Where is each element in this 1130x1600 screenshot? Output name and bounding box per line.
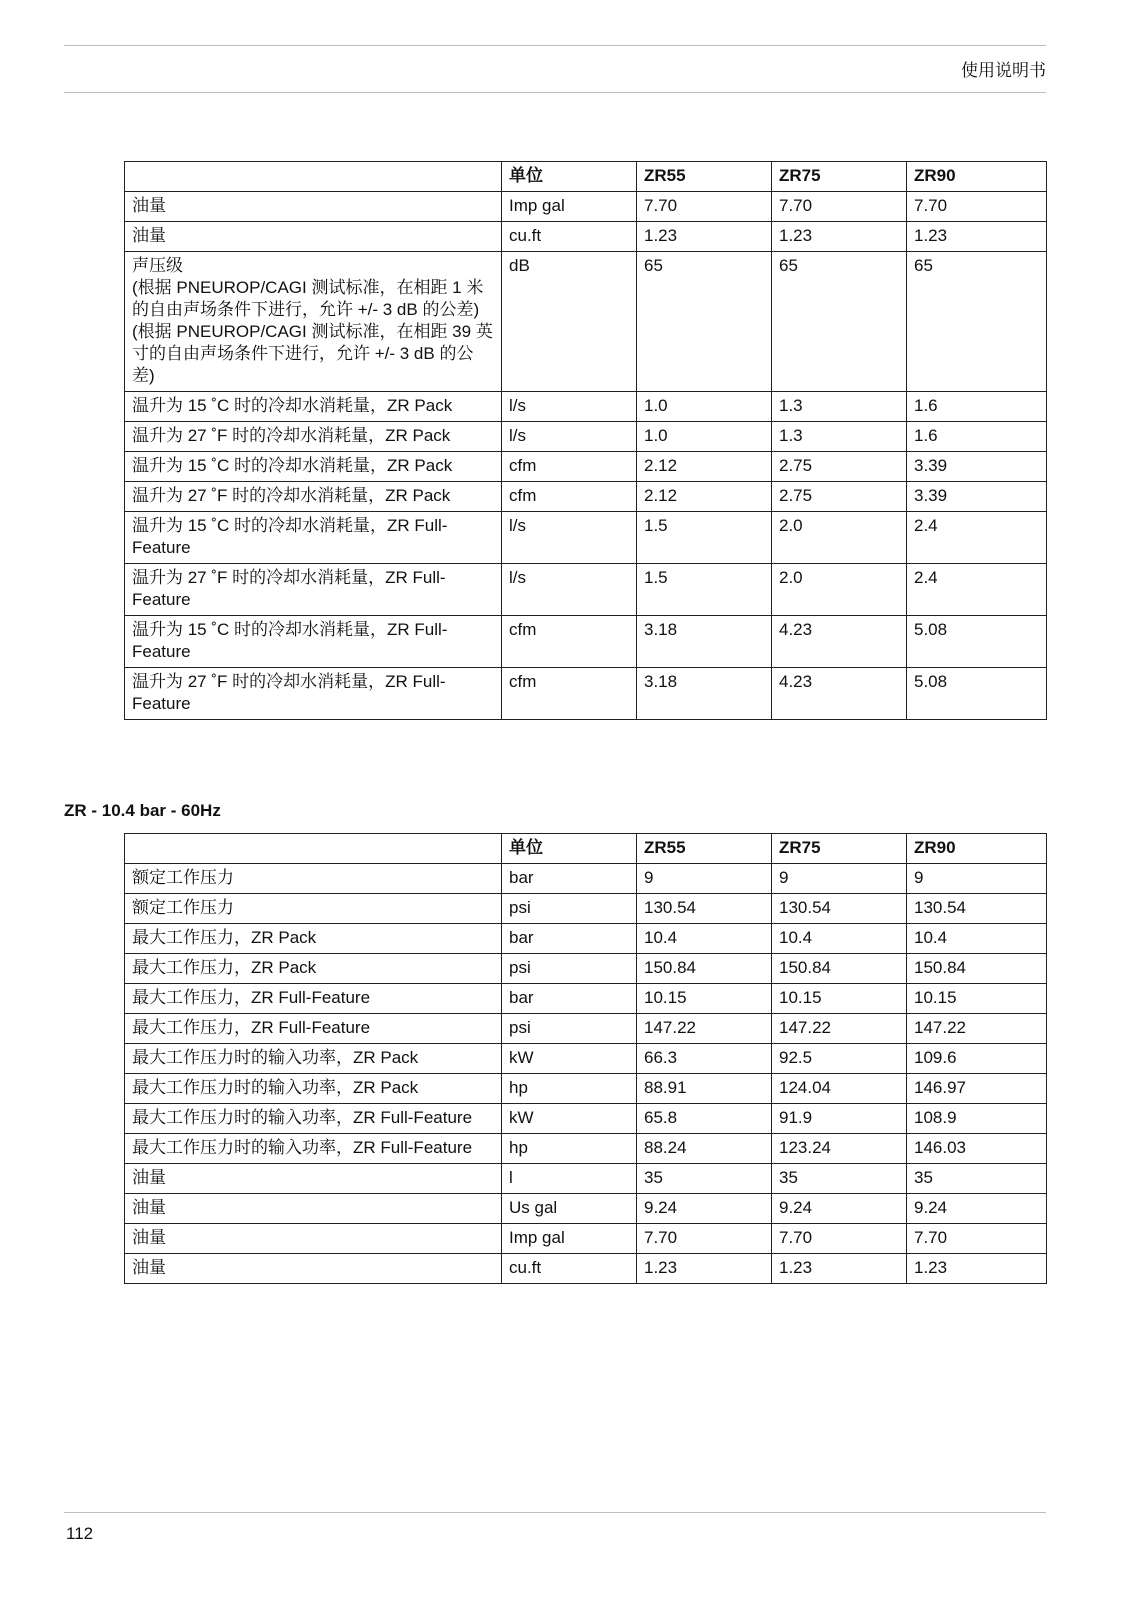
unit-cell: cu.ft (502, 1254, 637, 1284)
column-header: ZR90 (907, 834, 1047, 864)
parameter-cell: 最大工作压力，ZR Full-Feature (125, 1014, 502, 1044)
parameter-cell: 最大工作压力时的输入功率，ZR Pack (125, 1044, 502, 1074)
value-cell: 9 (772, 864, 907, 894)
parameter-cell: 温升为 27 ˚F 时的冷却水消耗量，ZR Pack (125, 422, 502, 452)
value-cell: 2.12 (637, 482, 772, 512)
value-cell: 150.84 (907, 954, 1047, 984)
section-title: ZR - 10.4 bar - 60Hz (64, 801, 221, 820)
table-row (125, 192, 1047, 222)
value-cell: 5.08 (907, 668, 1047, 720)
value-cell: 65.8 (637, 1104, 772, 1134)
value-cell: 65 (637, 252, 772, 392)
value-cell: 88.91 (637, 1074, 772, 1104)
parameter-cell: 温升为 15 ˚C 时的冷却水消耗量，ZR Full-Feature (125, 512, 502, 564)
value-cell: 109.6 (907, 1044, 1047, 1074)
value-cell: 147.22 (907, 1014, 1047, 1044)
spec-table-2 (124, 833, 1047, 1284)
unit-cell: cfm (502, 482, 637, 512)
table-row (125, 984, 1047, 1014)
value-cell: 124.04 (772, 1074, 907, 1104)
table-row (125, 512, 1047, 564)
value-cell: 7.70 (772, 1224, 907, 1254)
value-cell: 1.23 (637, 222, 772, 252)
table-row (125, 1254, 1047, 1284)
parameter-cell: 最大工作压力时的输入功率，ZR Full-Feature (125, 1134, 502, 1164)
parameter-cell: 最大工作压力，ZR Pack (125, 954, 502, 984)
value-cell: 2.75 (772, 452, 907, 482)
parameter-cell: 温升为 27 ˚F 时的冷却水消耗量，ZR Full-Feature (125, 668, 502, 720)
value-cell: 10.4 (907, 924, 1047, 954)
parameter-cell: 油量 (125, 222, 502, 252)
value-cell: 3.18 (637, 668, 772, 720)
value-cell: 1.5 (637, 512, 772, 564)
parameter-cell: 温升为 27 ˚F 时的冷却水消耗量，ZR Full-Feature (125, 564, 502, 616)
unit-cell: cfm (502, 452, 637, 482)
value-cell: 130.54 (907, 894, 1047, 924)
table-header-row (125, 834, 1047, 864)
unit-cell: l/s (502, 512, 637, 564)
column-header: 单位 (502, 162, 637, 192)
value-cell: 130.54 (772, 894, 907, 924)
value-cell: 2.75 (772, 482, 907, 512)
value-cell: 1.23 (772, 222, 907, 252)
table-row (125, 1194, 1047, 1224)
unit-cell: psi (502, 894, 637, 924)
table-1-body (125, 192, 1047, 720)
table-row (125, 252, 1047, 392)
value-cell: 2.0 (772, 564, 907, 616)
value-cell: 7.70 (637, 1224, 772, 1254)
table-row (125, 1164, 1047, 1194)
unit-cell: l (502, 1164, 637, 1194)
page-number: 112 (66, 1524, 94, 1543)
parameter-cell: 最大工作压力时的输入功率，ZR Full-Feature (125, 1104, 502, 1134)
parameter-cell: 油量 (125, 192, 502, 222)
value-cell: 7.70 (907, 1224, 1047, 1254)
unit-cell: cfm (502, 668, 637, 720)
unit-cell: hp (502, 1134, 637, 1164)
value-cell: 4.23 (772, 616, 907, 668)
table-row (125, 482, 1047, 512)
value-cell: 35 (637, 1164, 772, 1194)
unit-cell: Imp gal (502, 1224, 637, 1254)
parameter-cell: 油量 (125, 1194, 502, 1224)
table-row (125, 1014, 1047, 1044)
value-cell: 9.24 (907, 1194, 1047, 1224)
unit-cell: l/s (502, 564, 637, 616)
value-cell: 10.4 (772, 924, 907, 954)
table-row (125, 1224, 1047, 1254)
table-row (125, 422, 1047, 452)
unit-cell: l/s (502, 422, 637, 452)
parameter-cell: 油量 (125, 1164, 502, 1194)
value-cell: 35 (772, 1164, 907, 1194)
parameter-cell: 温升为 15 ˚C 时的冷却水消耗量，ZR Pack (125, 392, 502, 422)
parameter-cell: 额定工作压力 (125, 864, 502, 894)
unit-cell: hp (502, 1074, 637, 1104)
parameter-cell: 油量 (125, 1254, 502, 1284)
table-row (125, 894, 1047, 924)
value-cell: 1.0 (637, 392, 772, 422)
value-cell: 3.18 (637, 616, 772, 668)
unit-cell: Us gal (502, 1194, 637, 1224)
value-cell: 2.0 (772, 512, 907, 564)
parameter-cell: 油量 (125, 1224, 502, 1254)
table-row (125, 1044, 1047, 1074)
value-cell: 10.4 (637, 924, 772, 954)
column-header: ZR55 (637, 162, 772, 192)
unit-cell: psi (502, 954, 637, 984)
unit-cell: dB (502, 252, 637, 392)
value-cell: 65 (907, 252, 1047, 392)
value-cell: 1.6 (907, 422, 1047, 452)
table-header-row (125, 162, 1047, 192)
header-top-rule (64, 45, 1046, 46)
parameter-cell: 温升为 15 ˚C 时的冷却水消耗量，ZR Full-Feature (125, 616, 502, 668)
value-cell: 9 (637, 864, 772, 894)
value-cell: 35 (907, 1164, 1047, 1194)
value-cell: 1.3 (772, 392, 907, 422)
value-cell: 65 (772, 252, 907, 392)
column-header (125, 162, 502, 192)
value-cell: 91.9 (772, 1104, 907, 1134)
parameter-cell: 声压级 (根据 PNEUROP/CAGI 测试标准，在相距 1 米的自由声场条件下进行，允许 +/- 3 dB 的公差) (根据 PNEUROP/CAGI 测试标准，在相距 39 英寸的自由声场条件下进行，允许 +/- 3 dB 的公差) (125, 252, 502, 392)
value-cell: 146.03 (907, 1134, 1047, 1164)
value-cell: 10.15 (637, 984, 772, 1014)
table-row (125, 1134, 1047, 1164)
column-header: ZR75 (772, 834, 907, 864)
unit-cell: l/s (502, 392, 637, 422)
value-cell: 146.97 (907, 1074, 1047, 1104)
value-cell: 5.08 (907, 616, 1047, 668)
footer-rule (64, 1512, 1046, 1513)
value-cell: 2.4 (907, 512, 1047, 564)
value-cell: 147.22 (637, 1014, 772, 1044)
column-header: ZR90 (907, 162, 1047, 192)
value-cell: 1.23 (637, 1254, 772, 1284)
unit-cell: bar (502, 924, 637, 954)
unit-cell: Imp gal (502, 192, 637, 222)
value-cell: 1.6 (907, 392, 1047, 422)
value-cell: 130.54 (637, 894, 772, 924)
unit-cell: kW (502, 1044, 637, 1074)
value-cell: 92.5 (772, 1044, 907, 1074)
header-bottom-rule (64, 92, 1046, 93)
table-row (125, 954, 1047, 984)
value-cell: 66.3 (637, 1044, 772, 1074)
table-row (125, 564, 1047, 616)
value-cell: 3.39 (907, 482, 1047, 512)
table-row (125, 616, 1047, 668)
column-header: ZR55 (637, 834, 772, 864)
value-cell: 9.24 (772, 1194, 907, 1224)
value-cell: 4.23 (772, 668, 907, 720)
unit-cell: psi (502, 1014, 637, 1044)
value-cell: 150.84 (637, 954, 772, 984)
table-row (125, 924, 1047, 954)
parameter-cell: 额定工作压力 (125, 894, 502, 924)
parameter-cell: 最大工作压力时的输入功率，ZR Pack (125, 1074, 502, 1104)
spec-table-1 (124, 161, 1047, 720)
column-header (125, 834, 502, 864)
value-cell: 1.3 (772, 422, 907, 452)
value-cell: 7.70 (637, 192, 772, 222)
table-row (125, 668, 1047, 720)
column-header: ZR75 (772, 162, 907, 192)
table-row (125, 392, 1047, 422)
value-cell: 9.24 (637, 1194, 772, 1224)
value-cell: 7.70 (907, 192, 1047, 222)
header-title: 使用说明书 (961, 61, 1046, 80)
value-cell: 3.39 (907, 452, 1047, 482)
value-cell: 1.23 (907, 1254, 1047, 1284)
value-cell: 108.9 (907, 1104, 1047, 1134)
table-row (125, 1074, 1047, 1104)
value-cell: 1.5 (637, 564, 772, 616)
value-cell: 1.0 (637, 422, 772, 452)
value-cell: 2.4 (907, 564, 1047, 616)
value-cell: 10.15 (907, 984, 1047, 1014)
table-row (125, 864, 1047, 894)
parameter-cell: 温升为 15 ˚C 时的冷却水消耗量，ZR Pack (125, 452, 502, 482)
value-cell: 7.70 (772, 192, 907, 222)
value-cell: 123.24 (772, 1134, 907, 1164)
value-cell: 88.24 (637, 1134, 772, 1164)
parameter-cell: 最大工作压力，ZR Pack (125, 924, 502, 954)
value-cell: 150.84 (772, 954, 907, 984)
value-cell: 147.22 (772, 1014, 907, 1044)
parameter-cell: 温升为 27 ˚F 时的冷却水消耗量，ZR Pack (125, 482, 502, 512)
column-header: 单位 (502, 834, 637, 864)
value-cell: 1.23 (907, 222, 1047, 252)
parameter-cell: 最大工作压力，ZR Full-Feature (125, 984, 502, 1014)
value-cell: 10.15 (772, 984, 907, 1014)
unit-cell: bar (502, 864, 637, 894)
table-2-body (125, 864, 1047, 1284)
table-row (125, 1104, 1047, 1134)
unit-cell: cu.ft (502, 222, 637, 252)
unit-cell: kW (502, 1104, 637, 1134)
table-row (125, 452, 1047, 482)
unit-cell: cfm (502, 616, 637, 668)
value-cell: 9 (907, 864, 1047, 894)
table-row (125, 222, 1047, 252)
unit-cell: bar (502, 984, 637, 1014)
value-cell: 2.12 (637, 452, 772, 482)
value-cell: 1.23 (772, 1254, 907, 1284)
